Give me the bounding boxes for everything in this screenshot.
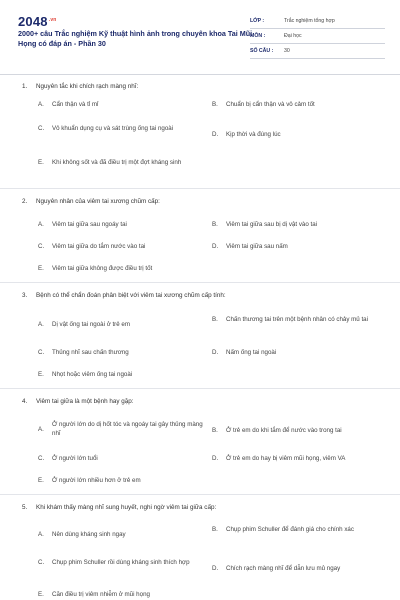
page-header [0, 0, 400, 62]
question-stem: 5. Khi khám thấy màng nhĩ sung huyết, nghi ngờ viêm tai giữa cấp: [22, 504, 217, 511]
option-a[interactable]: A. Ở người lớn do dị hốt tóc và ngoáy tai gây thủng màng nhĩ [38, 421, 203, 437]
option-a[interactable]: A. Cẩn thận và tỉ mỉ [38, 101, 99, 108]
option-a[interactable]: A. Viêm tai giữa sau ngoáy tai [38, 221, 127, 228]
question-stem: 2. Nguyên nhân của viêm tai xương chũm cấp: [22, 198, 160, 205]
question-stem: 3. Bệnh có thể chẩn đoán phân biệt với viêm tai xương chũm cấp tính: [22, 292, 226, 299]
logo-main: 2048 [18, 14, 48, 29]
question-divider [0, 494, 400, 495]
meta-row-class [250, 14, 385, 29]
option-e[interactable]: E. Khi không sốt và đã điều trị một đợt kháng sinh [38, 159, 182, 166]
option-a[interactable]: A. Dị vật ống tai ngoài ở trẻ em [38, 321, 131, 328]
page-title: 2000+ câu Trắc nghiệm Kỹ thuật hình ảnh trong chuyên khoa Tai Mũi Họng có đáp án - Phần 30 [18, 29, 253, 48]
option-c[interactable]: C. Vô khuẩn dụng cụ và sát trùng ống tai ngoài [38, 125, 174, 132]
option-d[interactable]: D. Viêm tai giữa sau nấm [212, 243, 288, 250]
meta-table [250, 14, 385, 59]
meta-value: 30 [284, 48, 290, 54]
option-b[interactable]: B. Ở trẻ em do khi tắm để nước vào trong tai [212, 427, 342, 434]
option-d[interactable]: D. Kịp thời và đúng lúc [212, 131, 281, 138]
option-c[interactable]: C. Ở người lớn tuổi [38, 455, 98, 462]
option-b[interactable]: B. Chấn thương tai trên một bệnh nhân có chảy mủ tai [212, 316, 369, 323]
option-d[interactable]: D. Chích rạch màng nhĩ để dẫn lưu mủ ngay [212, 565, 341, 572]
site-logo[interactable] [18, 14, 57, 29]
question-divider [0, 388, 400, 389]
option-a[interactable]: A. Nên dùng kháng sinh ngay [38, 531, 126, 538]
option-e[interactable]: E. Ở người lớn nhiều hơn ở trẻ em [38, 477, 141, 484]
option-c[interactable]: C. Thủng nhĩ sau chấn thương [38, 349, 129, 356]
question-stem: 4. Viêm tai giữa là một bệnh hay gặp: [22, 398, 134, 405]
question-stem: 1. Nguyên tắc khi chích rạch màng nhĩ: [22, 83, 139, 90]
question-divider [0, 282, 400, 283]
option-d[interactable]: D. Ở trẻ em do hay bị viêm mũi họng, viêm VA [212, 455, 346, 462]
option-c[interactable]: C. Chụp phim Schuller rồi dùng kháng sinh thích hợp [38, 559, 190, 566]
option-e[interactable]: E. Viêm tai giữa không được điều trị tốt [38, 265, 153, 272]
option-e[interactable]: E. Nhọt hoặc viêm ống tai ngoài [38, 371, 133, 378]
meta-value: Đại học [284, 33, 302, 39]
header-divider [0, 74, 400, 75]
meta-label: LỚP : [250, 18, 265, 24]
option-b[interactable]: B. Chuẩn bị cẩn thận và vô cảm tốt [212, 101, 315, 108]
question-divider [0, 188, 400, 189]
option-d[interactable]: D. Nấm ống tai ngoài [212, 349, 277, 356]
option-c[interactable]: C. Viêm tai giữa do tắm nước vào tai [38, 243, 146, 250]
meta-row-count [250, 44, 385, 59]
logo-suffix: .vn [48, 16, 57, 23]
option-e[interactable]: E. Căn điều trị viêm nhiễm ở mũi họng [38, 591, 150, 598]
meta-value: Trắc nghiệm tổng hợp [284, 18, 335, 24]
option-b[interactable]: B. Viêm tai giữa sau bị dị vật vào tai [212, 221, 318, 228]
meta-label: SỐ CÂU : [250, 48, 274, 54]
option-b[interactable]: B. Chụp phim Schuller để đánh giá cho chính xác [212, 526, 354, 533]
meta-row-subject [250, 29, 385, 44]
meta-label: MÔN : [250, 33, 266, 39]
